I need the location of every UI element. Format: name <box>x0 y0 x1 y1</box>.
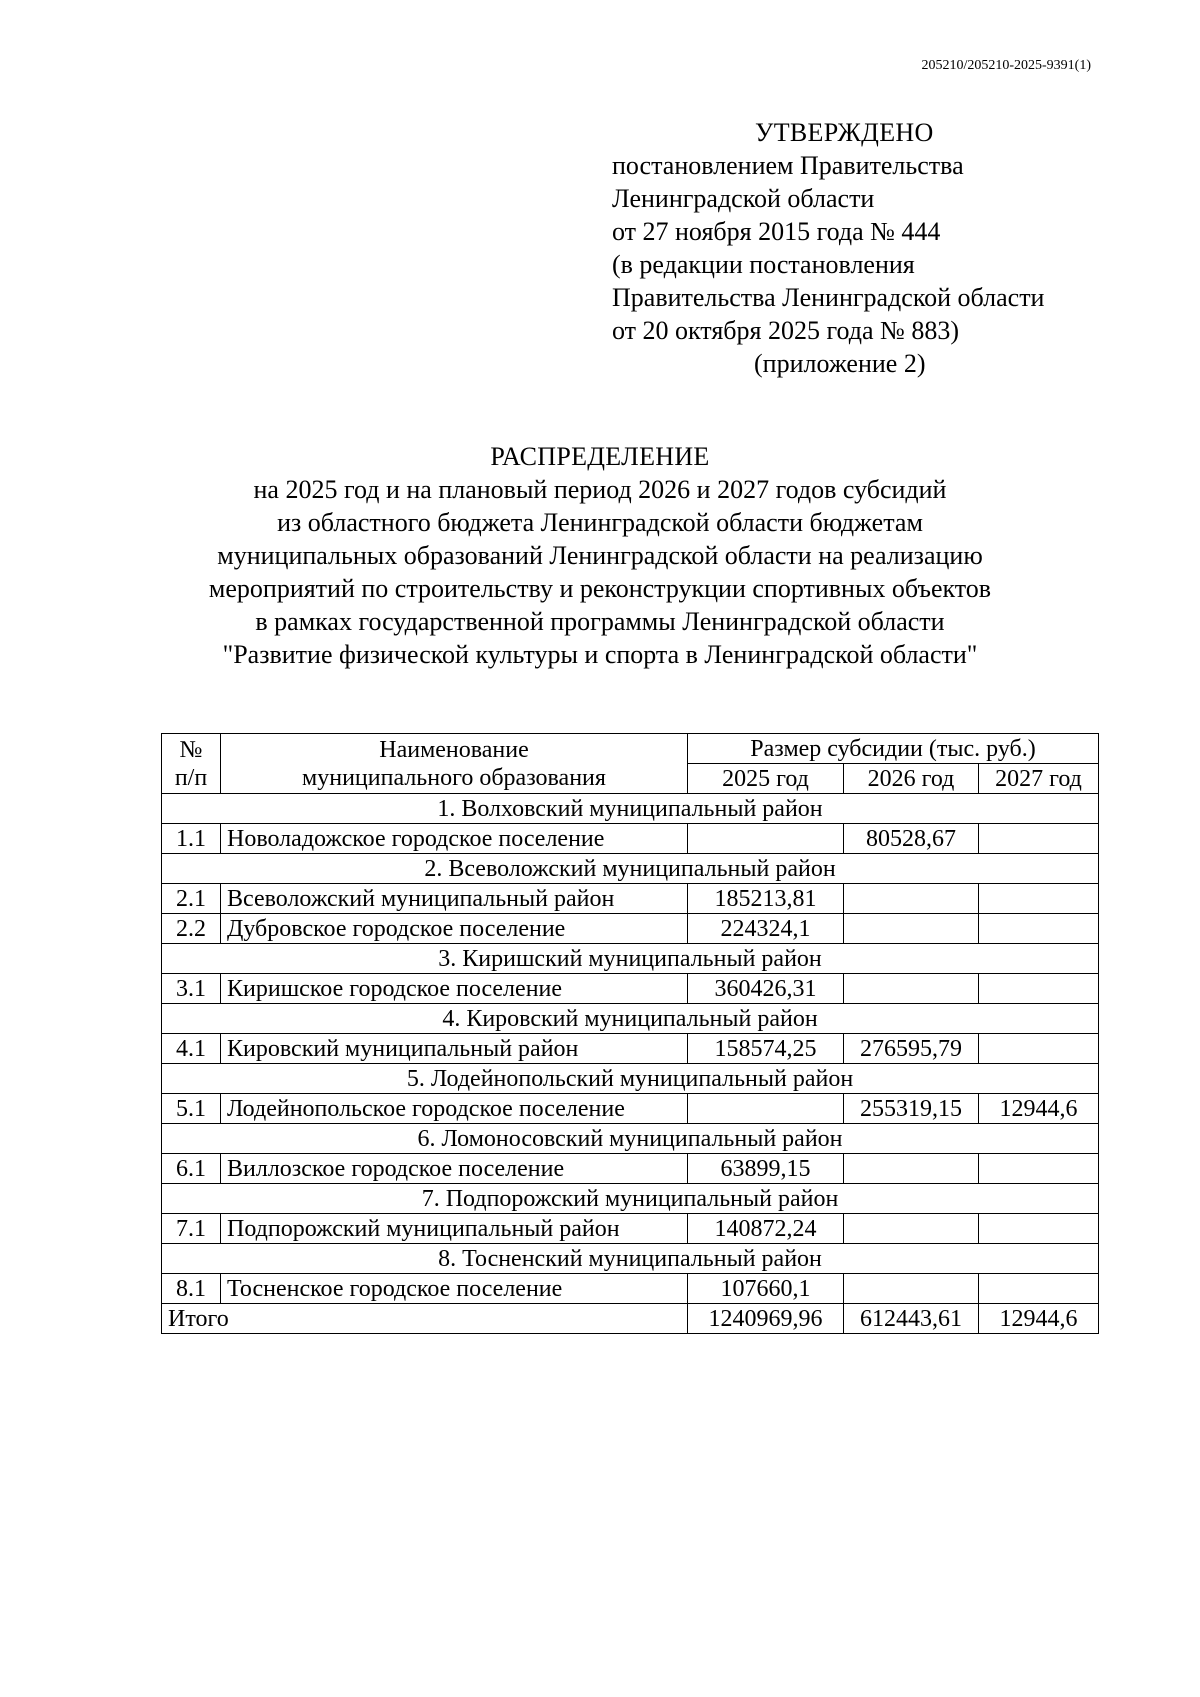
row-value-2025: 360426,31 <box>688 974 844 1004</box>
row-name: Кировский муниципальный район <box>221 1034 688 1064</box>
row-value-2027 <box>979 1274 1099 1304</box>
header-num-line: п/п <box>174 764 208 791</box>
section-title: 7. Подпорожский муниципальный район <box>162 1184 1099 1214</box>
heading-line: мероприятий по строительству и реконструкции спортивных объектов <box>208 574 992 603</box>
row-value-2027 <box>979 1214 1099 1244</box>
heading-line: из областного бюджета Ленинградской области бюджетам <box>277 508 923 537</box>
total-label: Итого <box>162 1304 688 1334</box>
row-num: 2.1 <box>162 884 221 914</box>
row-num: 2.2 <box>162 914 221 944</box>
total-value-2025: 1240969,96 <box>688 1304 844 1334</box>
row-value-2025: 107660,1 <box>688 1274 844 1304</box>
row-value-2027 <box>979 884 1099 914</box>
approval-stamp <box>612 116 1102 380</box>
approval-line: Правительства Ленинградской области <box>612 283 1045 312</box>
heading-line: муниципальных образований Ленинградской области на реализацию <box>217 541 983 570</box>
row-name: Дубровское городское поселение <box>221 914 688 944</box>
document-id: 205210/205210-2025-9391(1) <box>921 58 1091 73</box>
section-row <box>162 1064 1099 1094</box>
section-row <box>162 1004 1099 1034</box>
section-row <box>162 1124 1099 1154</box>
row-num: 4.1 <box>162 1034 221 1064</box>
section-row <box>162 944 1099 974</box>
table-row <box>162 884 1099 914</box>
table-row <box>162 1214 1099 1244</box>
approval-line: Ленинградской области <box>612 184 875 213</box>
row-name: Виллозское городское поселение <box>221 1154 688 1184</box>
total-value-2027: 12944,6 <box>979 1304 1099 1334</box>
table-row <box>162 824 1099 854</box>
row-value-2025 <box>688 824 844 854</box>
row-name: Лодейнопольское городское поселение <box>221 1094 688 1124</box>
heading-line: в рамках государственной программы Ленинградской области <box>255 607 945 636</box>
heading-line: на 2025 год и на плановый период 2026 и 2027 годов субсидий <box>253 475 947 504</box>
row-value-2026 <box>844 1214 979 1244</box>
header-subsidy: Размер субсидии (тыс. руб.) <box>688 734 1099 764</box>
row-value-2025: 63899,15 <box>688 1154 844 1184</box>
table-row <box>162 1034 1099 1064</box>
approval-line: (в редакции постановления <box>612 250 915 279</box>
row-num: 3.1 <box>162 974 221 1004</box>
table-row <box>162 1094 1099 1124</box>
section-title: 1. Волховский муниципальный район <box>162 794 1099 824</box>
row-name: Новоладожское городское поселение <box>221 824 688 854</box>
row-name: Тосненское городское поселение <box>221 1274 688 1304</box>
header-year-2027: 2027 год <box>979 764 1099 794</box>
total-row <box>162 1304 1099 1334</box>
table-row <box>162 914 1099 944</box>
row-name: Киришское городское поселение <box>221 974 688 1004</box>
row-value-2026 <box>844 1154 979 1184</box>
row-value-2027 <box>979 1034 1099 1064</box>
row-value-2026 <box>844 1274 979 1304</box>
header-name <box>221 734 688 794</box>
row-num: 7.1 <box>162 1214 221 1244</box>
section-title: 8. Тосненский муниципальный район <box>162 1244 1099 1274</box>
header-year-2025: 2025 год <box>688 764 844 794</box>
header-year-2026: 2026 год <box>844 764 979 794</box>
approval-line: от 20 октября 2025 года № 883) <box>612 316 959 345</box>
section-title: 4. Кировский муниципальный район <box>162 1004 1099 1034</box>
row-num: 8.1 <box>162 1274 221 1304</box>
row-value-2026: 80528,67 <box>844 824 979 854</box>
header-name-line: муниципального образования <box>302 764 606 791</box>
row-num: 1.1 <box>162 824 221 854</box>
row-name: Всеволожский муниципальный район <box>221 884 688 914</box>
section-row <box>162 794 1099 824</box>
approval-line: постановлением Правительства <box>612 151 964 180</box>
row-value-2027 <box>979 824 1099 854</box>
header-num <box>162 734 221 794</box>
approval-appendix: (приложение 2) <box>754 349 926 378</box>
row-num: 5.1 <box>162 1094 221 1124</box>
row-value-2025: 140872,24 <box>688 1214 844 1244</box>
row-name: Подпорожский муниципальный район <box>221 1214 688 1244</box>
row-value-2026 <box>844 914 979 944</box>
row-value-2027 <box>979 914 1099 944</box>
row-value-2025 <box>688 1094 844 1124</box>
row-value-2027: 12944,6 <box>979 1094 1099 1124</box>
section-title: 6. Ломоносовский муниципальный район <box>162 1124 1099 1154</box>
section-row <box>162 1184 1099 1214</box>
table-row <box>162 1154 1099 1184</box>
total-value-2026: 612443,61 <box>844 1304 979 1334</box>
section-title: 3. Киришский муниципальный район <box>162 944 1099 974</box>
section-title: 5. Лодейнопольский муниципальный район <box>162 1064 1099 1094</box>
document-heading <box>150 440 1050 671</box>
row-value-2025: 224324,1 <box>688 914 844 944</box>
table-row <box>162 974 1099 1004</box>
table-header-row <box>162 734 1099 764</box>
row-value-2025: 158574,25 <box>688 1034 844 1064</box>
row-value-2027 <box>979 1154 1099 1184</box>
row-value-2027 <box>979 974 1099 1004</box>
heading-line: "Развитие физической культуры и спорта в Ленинградской области" <box>222 640 978 669</box>
section-title: 2. Всеволожский муниципальный район <box>162 854 1099 884</box>
approval-title: УТВЕРЖДЕНО <box>755 118 934 147</box>
table-row <box>162 1274 1099 1304</box>
section-row <box>162 854 1099 884</box>
subsidy-table <box>161 733 1099 1334</box>
section-row <box>162 1244 1099 1274</box>
row-value-2026: 276595,79 <box>844 1034 979 1064</box>
row-value-2026: 255319,15 <box>844 1094 979 1124</box>
row-value-2025: 185213,81 <box>688 884 844 914</box>
header-name-line: Наименование <box>379 736 529 763</box>
row-num: 6.1 <box>162 1154 221 1184</box>
row-value-2026 <box>844 974 979 1004</box>
heading-title: РАСПРЕДЕЛЕНИЕ <box>490 442 710 471</box>
row-value-2026 <box>844 884 979 914</box>
header-num-line: № <box>179 736 203 763</box>
approval-line: от 27 ноября 2015 года № 444 <box>612 217 941 246</box>
